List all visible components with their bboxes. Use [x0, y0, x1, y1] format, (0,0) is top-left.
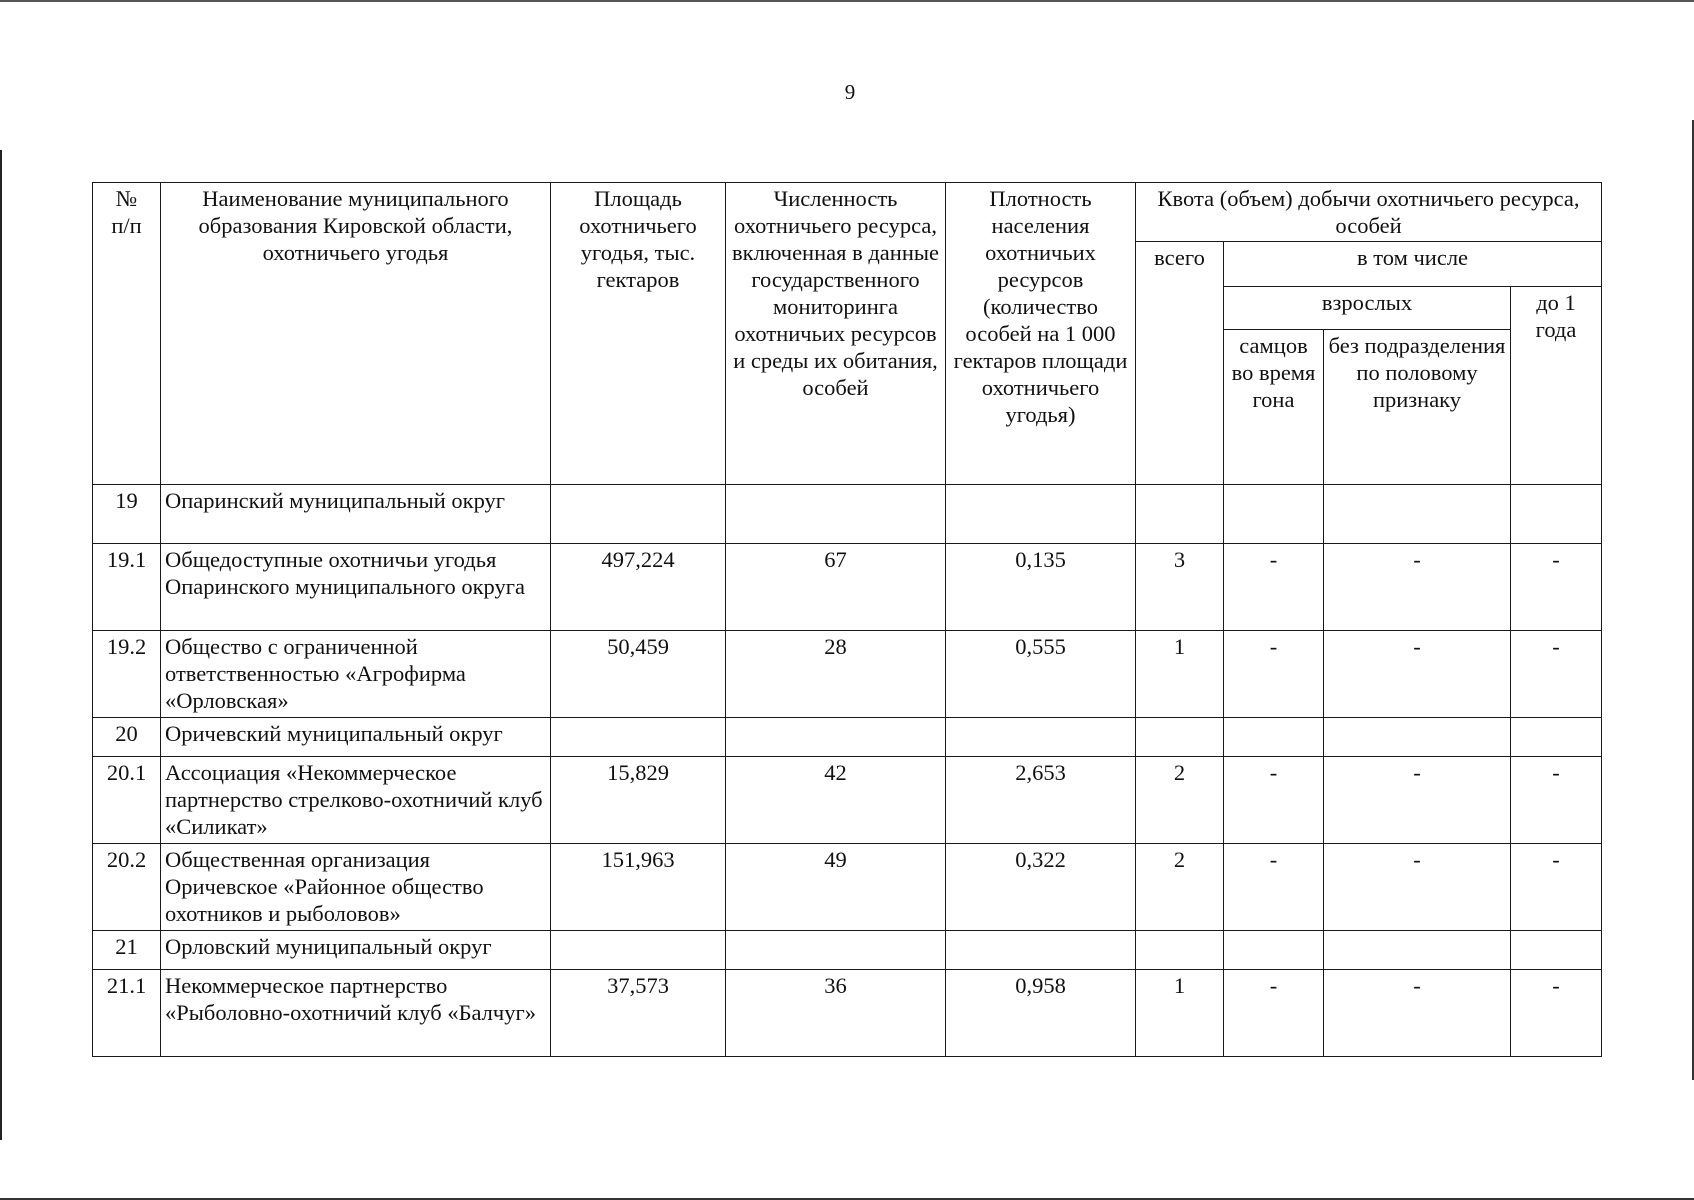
header-total: всего [1136, 242, 1224, 485]
scan-edge-left [0, 150, 2, 1140]
header-density: Плотность населения охотничьих ресурсов (количество особей на 1 000 гектаров площади охотничьего угодья) [946, 183, 1136, 485]
header-num: № п/п [93, 183, 161, 485]
cell-total [1136, 931, 1224, 970]
cell-males: - [1224, 544, 1324, 631]
cell-density [946, 931, 1136, 970]
cell-num: 20.1 [93, 757, 161, 844]
cell-name: Общественная организация Оричевское «Районное общество охотников и рыболовов» [161, 844, 551, 931]
cell-count [726, 485, 946, 544]
header-males-rut: самцов во время гона [1224, 330, 1324, 485]
cell-num: 19 [93, 485, 161, 544]
cell-num: 21.1 [93, 970, 161, 1057]
cell-area [551, 931, 726, 970]
cell-name: Общество с ограниченной ответственностью «Агрофирма «Орловская» [161, 631, 551, 718]
cell-name: Орловский муниципальный округ [161, 931, 551, 970]
cell-males: - [1224, 757, 1324, 844]
cell-males [1224, 485, 1324, 544]
table-row [93, 544, 1602, 631]
cell-nosex [1324, 931, 1511, 970]
cell-under1 [1511, 718, 1602, 757]
table-row [93, 970, 1602, 1057]
cell-males: - [1224, 970, 1324, 1057]
table-row [93, 718, 1602, 757]
cell-under1 [1511, 931, 1602, 970]
cell-males: - [1224, 631, 1324, 718]
cell-count [726, 718, 946, 757]
header-under-1-year: до 1 года [1511, 287, 1602, 485]
cell-under1: - [1511, 544, 1602, 631]
cell-density [946, 485, 1136, 544]
cell-area: 151,963 [551, 844, 726, 931]
cell-total: 1 [1136, 970, 1224, 1057]
cell-total: 3 [1136, 544, 1224, 631]
cell-density: 0,555 [946, 631, 1136, 718]
cell-name: Опаринский муниципальный округ [161, 485, 551, 544]
cell-count: 36 [726, 970, 946, 1057]
cell-total: 1 [1136, 631, 1224, 718]
table-row [93, 931, 1602, 970]
page-number: 9 [844, 80, 856, 104]
hunting-quota-table [92, 182, 1602, 1057]
cell-density: 0,958 [946, 970, 1136, 1057]
cell-count: 49 [726, 844, 946, 931]
cell-under1: - [1511, 970, 1602, 1057]
table-row [93, 631, 1602, 718]
cell-density: 0,322 [946, 844, 1136, 931]
cell-name: Оричевский муниципальный округ [161, 718, 551, 757]
cell-nosex: - [1324, 844, 1511, 931]
cell-density: 0,135 [946, 544, 1136, 631]
header-quota: Квота (объем) добычи охотничьего ресурса, особей [1136, 183, 1602, 242]
cell-num: 20 [93, 718, 161, 757]
cell-area: 37,573 [551, 970, 726, 1057]
table-row [93, 485, 1602, 544]
cell-nosex [1324, 485, 1511, 544]
cell-num: 19.1 [93, 544, 161, 631]
cell-under1: - [1511, 844, 1602, 931]
cell-males: - [1224, 844, 1324, 931]
scan-edge-top [0, 0, 1694, 2]
cell-nosex [1324, 718, 1511, 757]
cell-name: Общедоступные охотничьи угодья Опаринского муниципального округа [161, 544, 551, 631]
cell-nosex: - [1324, 757, 1511, 844]
cell-density: 2,653 [946, 757, 1136, 844]
cell-under1 [1511, 485, 1602, 544]
cell-name: Ассоциация «Некоммерческое партнерство стрелково-охотничий клуб «Силикат» [161, 757, 551, 844]
cell-num: 19.2 [93, 631, 161, 718]
cell-count: 42 [726, 757, 946, 844]
cell-total: 2 [1136, 757, 1224, 844]
cell-area: 50,459 [551, 631, 726, 718]
header-including: в том числе [1224, 242, 1602, 287]
cell-total [1136, 718, 1224, 757]
cell-total [1136, 485, 1224, 544]
cell-num: 21 [93, 931, 161, 970]
cell-nosex: - [1324, 631, 1511, 718]
header-name: Наименование муниципального образования Кировской области, охотничьего угодья [161, 183, 551, 485]
cell-density [946, 718, 1136, 757]
cell-name: Некоммерческое партнерство «Рыболовно-охотничий клуб «Балчуг» [161, 970, 551, 1057]
cell-area [551, 485, 726, 544]
cell-males [1224, 718, 1324, 757]
header-area: Площадь охотничьего угодья, тыс. гектаров [551, 183, 726, 485]
table-row [93, 844, 1602, 931]
cell-under1: - [1511, 631, 1602, 718]
header-count: Численность охотничьего ресурса, включенная в данные государственного мониторинга охотничьих ресурсов и среды их обитания, особей [726, 183, 946, 485]
cell-nosex: - [1324, 970, 1511, 1057]
table-row [93, 757, 1602, 844]
cell-count: 67 [726, 544, 946, 631]
cell-area: 497,224 [551, 544, 726, 631]
cell-nosex: - [1324, 544, 1511, 631]
cell-males [1224, 931, 1324, 970]
cell-under1: - [1511, 757, 1602, 844]
header-no-sex-division: без подразделения по половому признаку [1324, 330, 1511, 485]
cell-count [726, 931, 946, 970]
cell-num: 20.2 [93, 844, 161, 931]
header-adults: взрослых [1224, 287, 1511, 330]
cell-area: 15,829 [551, 757, 726, 844]
cell-count: 28 [726, 631, 946, 718]
cell-total: 2 [1136, 844, 1224, 931]
cell-area [551, 718, 726, 757]
